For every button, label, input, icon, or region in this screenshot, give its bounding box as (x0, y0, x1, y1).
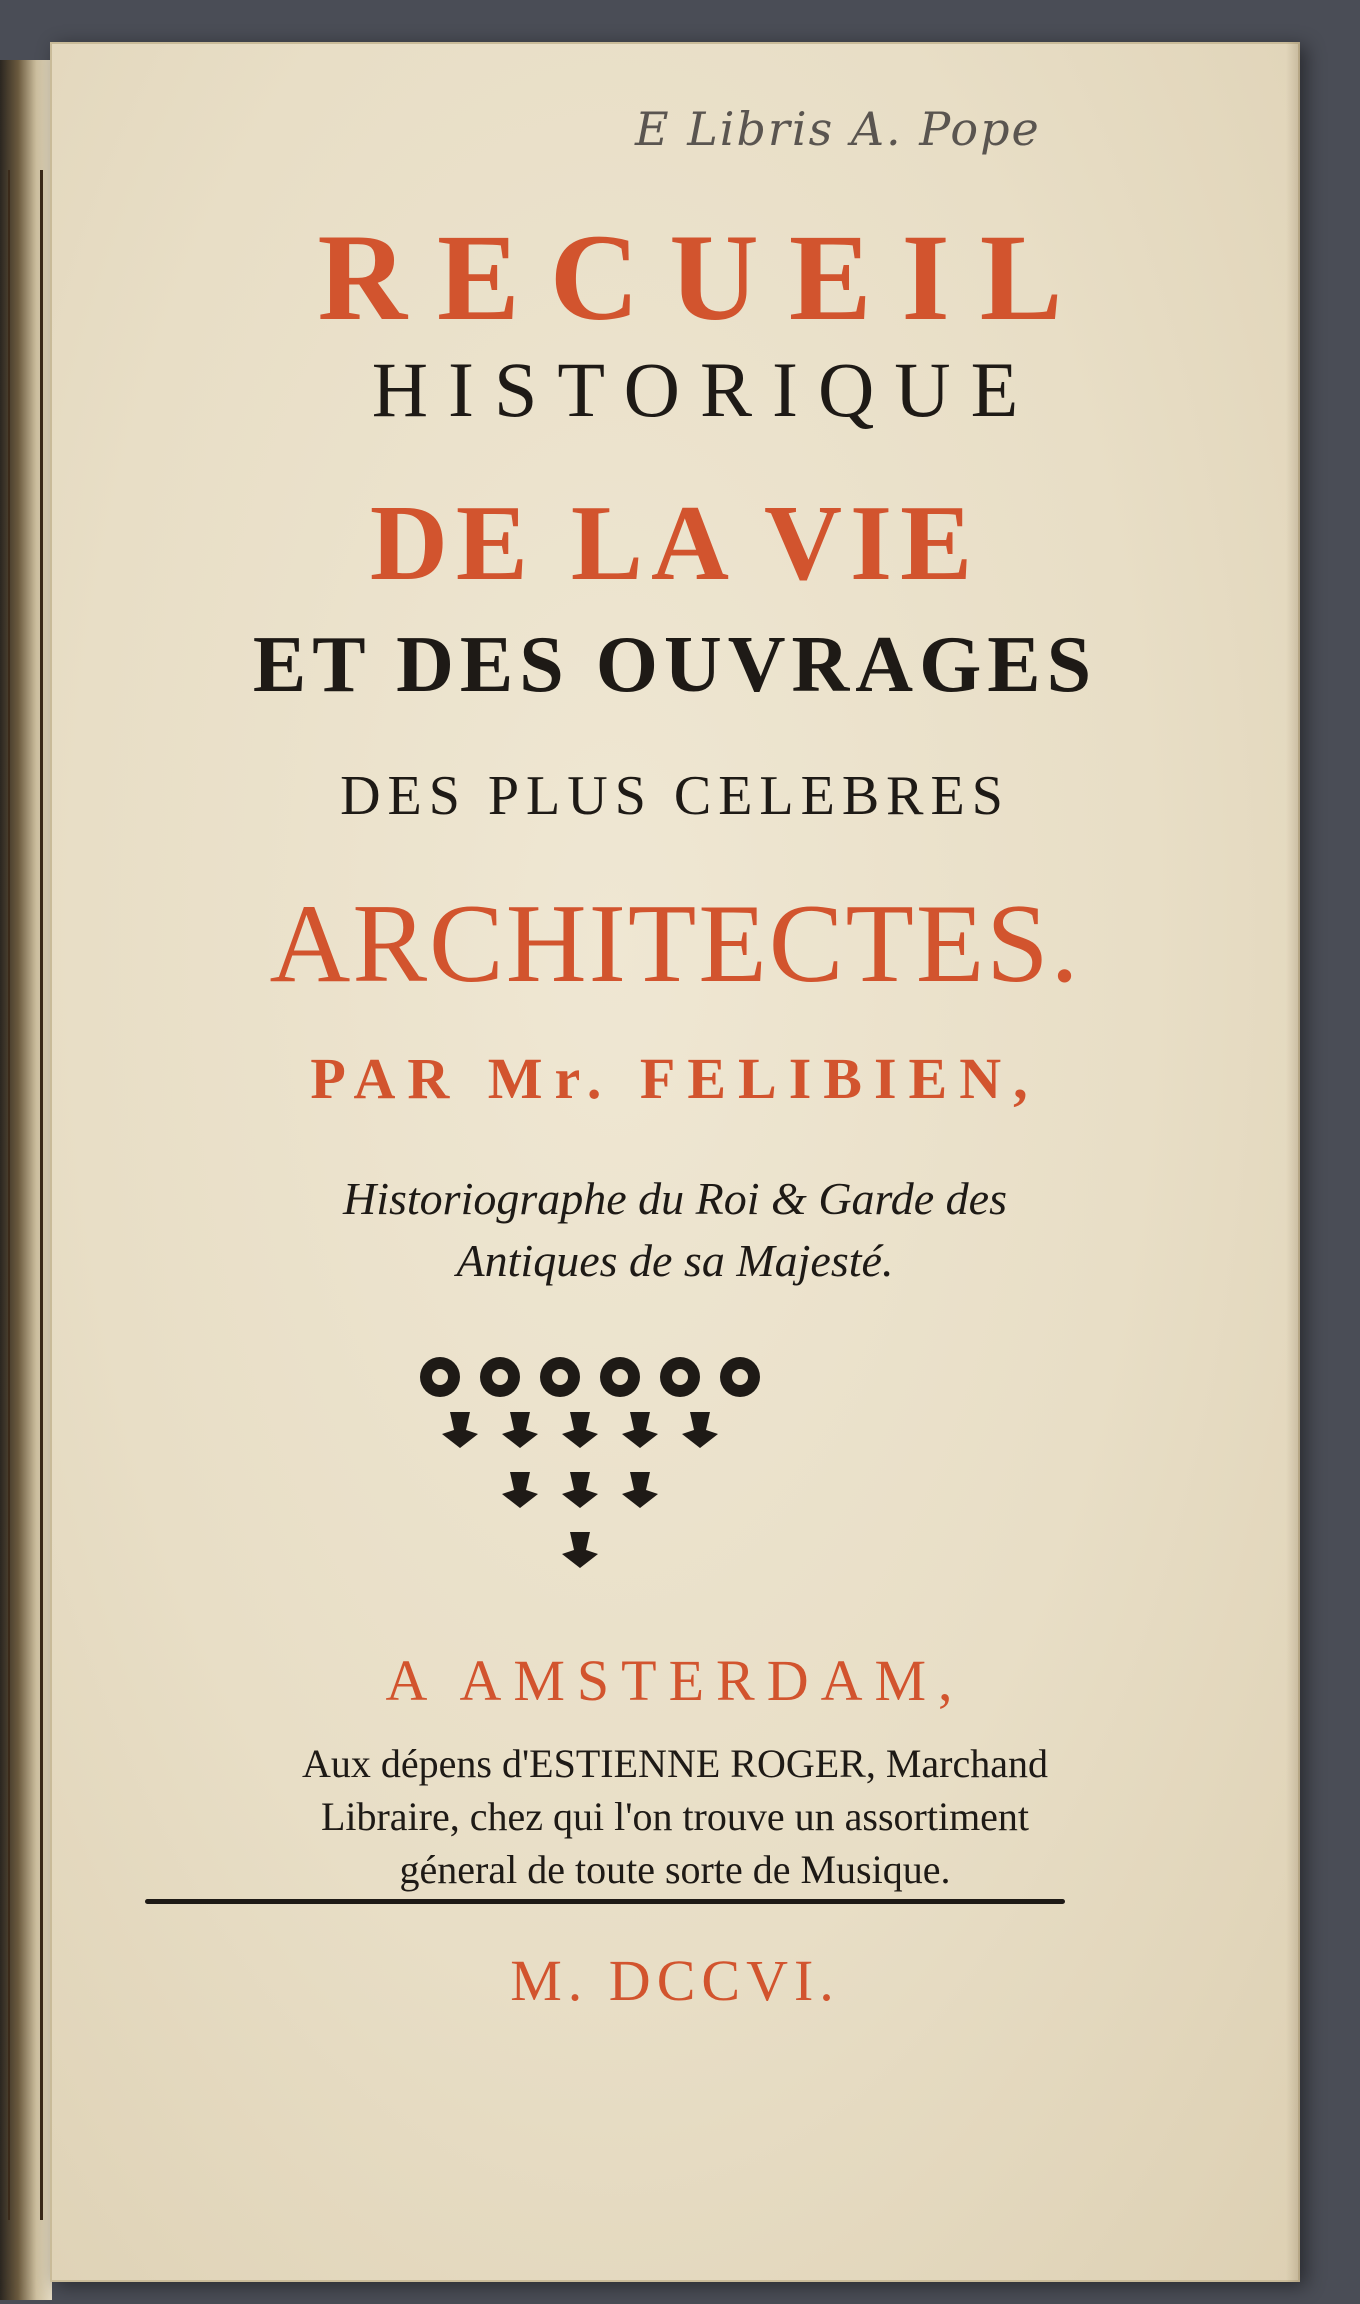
title-line-historique: HISTORIQUE (371, 346, 1039, 433)
author-title-line-2: Antiques de sa Majesté. (456, 1235, 894, 1286)
ornament-row-2 (442, 1412, 718, 1448)
author-title-line-1: Historiographe du Roi & Garde des (343, 1173, 1007, 1224)
imprint-year: M. DCCVI. (510, 1948, 840, 2013)
imprint-city: A AMSTERDAM, (385, 1648, 965, 1713)
ex-libris-inscription: E Libris A. Pope (635, 102, 1041, 156)
ornament-row-4 (562, 1532, 598, 1568)
book-binding (0, 60, 52, 2300)
imprint-line-3: géneral de toute sorte de Musique. (399, 1847, 951, 1892)
imprint-line-2: Libraire, chez qui l'on trouve un assortiment (320, 1794, 1030, 1839)
author-line: PAR Mr. FELIBIEN, (310, 1046, 1040, 1111)
ornament-row-1 (420, 1357, 760, 1397)
title-page (50, 42, 1300, 2282)
title-line-celebres: DES PLUS CELEBRES (340, 765, 1010, 827)
title-line-recueil: RECUEIL (317, 209, 1093, 346)
imprint-publisher (50, 1737, 1300, 1896)
printers-ornament (420, 1352, 760, 1582)
title-line-architectes: ARCHITECTES. (269, 882, 1081, 1006)
binding-spine (8, 170, 43, 2220)
title-line-de-la-vie: DE LA VIE (369, 484, 981, 603)
ornament-row-3 (502, 1472, 658, 1508)
title-line-ouvrages: ET DES OUVRAGES (252, 621, 1098, 709)
imprint-rule (145, 1899, 1065, 1904)
imprint-line-1: Aux dépens d'ESTIENNE ROGER, Marchand (302, 1741, 1048, 1786)
author-title (50, 1168, 1300, 1292)
